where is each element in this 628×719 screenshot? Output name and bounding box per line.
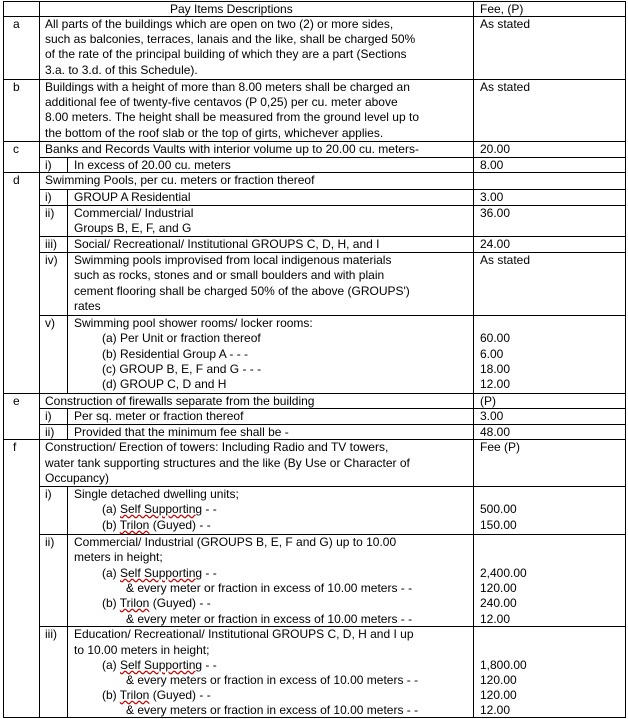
row-f-iii-a-fee: 1,800.00 — [480, 658, 527, 672]
row-f-iii-b: (b) Trilon (Guyed) - - — [102, 688, 211, 702]
col-divider-fee — [473, 2, 474, 717]
row-d-iii-text: Social/ Recreational/ Institutional GROUPS C, D, H, and I — [74, 237, 380, 251]
row-label-a: a — [13, 17, 20, 31]
row-e-i-number: i) — [45, 409, 52, 423]
row-d-i-number: i) — [45, 190, 52, 204]
row-d-iv-fee: As stated — [480, 253, 531, 267]
row-f-iii-number: iii) — [45, 627, 57, 641]
row-f-ii-b: (b) Trilon (Guyed) - - — [102, 596, 211, 610]
row-label-f: f — [13, 440, 17, 454]
row-b-text: the bottom of the roof slab or the top of girts, whichever applies. — [45, 126, 384, 140]
row-f-iii-a-more: & every meters or fraction in excess of 10.00 meters - - — [126, 673, 419, 687]
row-f-text: water tank supporting structures and the like (By Use or Character of — [45, 456, 410, 470]
row-d-v-number: v) — [45, 316, 55, 330]
row-f-iii-b-more: & every meters or fraction in excess of 10.00 meters - - — [126, 703, 419, 717]
row-b-fee: As stated — [480, 80, 531, 94]
row-label-b: b — [13, 80, 20, 94]
row-f-ii-b-more: & every meter or fraction in excess of 10.00 meters - - — [126, 612, 413, 626]
row-d-ii-text: Groups B, E, F, and G — [74, 221, 192, 235]
row-d-v-title: Swimming pool shower rooms/ locker rooms: — [74, 316, 313, 330]
row-f-ii-text: Commercial/ Industrial (GROUPS B, E, F and G) up to 10.00 — [74, 535, 397, 549]
row-d-iv-number: iv) — [45, 253, 58, 267]
row-label-d: d — [13, 173, 20, 187]
row-f-i-a: (a) Self Supporting - - — [102, 502, 217, 516]
sub-divider-d — [67, 189, 68, 393]
row-f-ii-a-more-fee: 120.00 — [480, 581, 517, 595]
row-f-i-a-fee: 500.00 — [480, 502, 517, 516]
row-d-v-item-fee: 6.00 — [480, 347, 504, 361]
row-f-i-number: i) — [45, 487, 52, 501]
col-divider-label — [39, 2, 40, 717]
row-d-v-item: (c) GROUP B, E, F and G - - - — [102, 362, 262, 376]
row-d-i-text: GROUP A Residential — [74, 190, 191, 204]
row-d-text: Swimming Pools, per cu. meters or fraction thereof — [45, 173, 315, 187]
row-f-text: Construction/ Erection of towers: Including Radio and TV towers, — [45, 440, 389, 454]
row-d-iv-text: rates — [74, 299, 101, 313]
sub-divider-f — [67, 486, 68, 718]
row-c-sub-text: In excess of 20.00 cu. meters — [74, 158, 231, 172]
sub-divider-c — [67, 157, 68, 172]
row-d-iv-text: Swimming pools improvised from local indigenous materials — [74, 253, 392, 267]
row-d-i-fee: 3.00 — [480, 190, 504, 204]
row-c-sub-number: i) — [45, 158, 52, 172]
row-b-text: additional fee of twenty-five centavos (P 0,25) per cu. meter above — [45, 95, 398, 109]
fee-schedule-table — [3, 1, 626, 718]
row-e-i-text: Per sq. meter or fraction thereof — [74, 409, 244, 423]
row-f-ii-a-fee: 2,400.00 — [480, 566, 527, 580]
row-a-text: 3.a. to 3.d. of this Schedule). — [45, 63, 198, 77]
row-f-iii-a-more-fee: 120.00 — [480, 673, 517, 687]
row-d-ii-number: ii) — [45, 206, 55, 220]
row-a-fee: As stated — [480, 17, 531, 31]
row-d-ii-text: Commercial/ Industrial — [74, 206, 194, 220]
row-f-i-b: (b) Trilon (Guyed) - - — [102, 518, 211, 532]
header-fee: Fee, (P) — [480, 2, 524, 16]
row-f-text: Occupancy) — [45, 471, 110, 485]
row-d-iv-text: cement flooring shall be charged 50% of the above (GROUPS') — [74, 284, 410, 298]
row-f-ii-a: (a) Self Supporting - - — [102, 566, 217, 580]
row-c-fee: 20.00 — [480, 142, 511, 156]
row-b-text: 8.00 meters. The height shall be measured from the ground level up to — [45, 110, 419, 124]
row-label-e: e — [13, 394, 20, 408]
row-a-text: All parts of the buildings which are open on two (2) or more sides, — [45, 17, 394, 31]
row-f-ii-b-more-fee: 12.00 — [480, 612, 511, 626]
row-f-ii-b-fee: 240.00 — [480, 596, 517, 610]
row-e-ii-fee: 48.00 — [480, 425, 511, 439]
row-c-sub-fee: 8.00 — [480, 158, 504, 172]
row-f-iii-text: Education/ Recreational/ Institutional GROUPS C, D, H and I up — [74, 627, 414, 641]
row-a-text: of the rate of the principal building of which they are a part (Sections — [45, 47, 407, 61]
row-f-ii-a-more: & every meter or fraction in excess of 10.00 meters - - — [126, 581, 413, 595]
row-f-iii-text: to 10.00 meters in height; — [74, 643, 210, 657]
row-e-ii-text: Provided that the minimum fee shall be - — [74, 425, 289, 439]
row-f-i-title: Single detached dwelling units; — [74, 487, 239, 501]
row-a-text: such as balconies, terraces, lanais and the like, shall be charged 50% — [45, 32, 416, 46]
row-f-iii-a: (a) Self Supporting - - — [102, 658, 217, 672]
row-d-v-item-fee: 12.00 — [480, 377, 511, 391]
row-e-text: Construction of firewalls separate from the building — [45, 394, 315, 408]
row-d-v-item: (a) Per Unit or fraction thereof — [102, 331, 261, 345]
header-description: Pay Items Descriptions — [170, 2, 293, 16]
row-d-v-item-fee: 18.00 — [480, 362, 511, 376]
row-f-ii-text: meters in height; — [74, 550, 163, 564]
row-f-iii-b-more-fee: 12.00 — [480, 703, 511, 717]
row-c-text: Banks and Records Vaults with interior volume up to 20.00 cu. meters- — [45, 142, 419, 156]
row-e-ii-number: ii) — [45, 425, 55, 439]
row-f-fee: Fee (P) — [480, 440, 521, 454]
row-d-v-item: (d) GROUP C, D and H — [102, 377, 227, 391]
row-f-ii-number: ii) — [45, 535, 55, 549]
row-e-i-fee: 3.00 — [480, 409, 504, 423]
row-d-v-item-fee: 60.00 — [480, 331, 511, 345]
row-d-ii-fee: 36.00 — [480, 206, 511, 220]
row-d-iv-text: such as rocks, stones and or small boulders and with plain — [74, 268, 385, 282]
row-d-iii-number: iii) — [45, 237, 57, 251]
row-d-v-item: (b) Residential Group A - - - — [102, 347, 249, 361]
row-f-i-b-fee: 150.00 — [480, 518, 517, 532]
row-d-iii-fee: 24.00 — [480, 237, 511, 251]
row-e-fee: (P) — [480, 394, 496, 408]
row-label-c: c — [13, 142, 19, 156]
row-f-iii-b-fee: 120.00 — [480, 688, 517, 702]
row-b-text: Buildings with a height of more than 8.00 meters shall be charged an — [45, 80, 410, 94]
